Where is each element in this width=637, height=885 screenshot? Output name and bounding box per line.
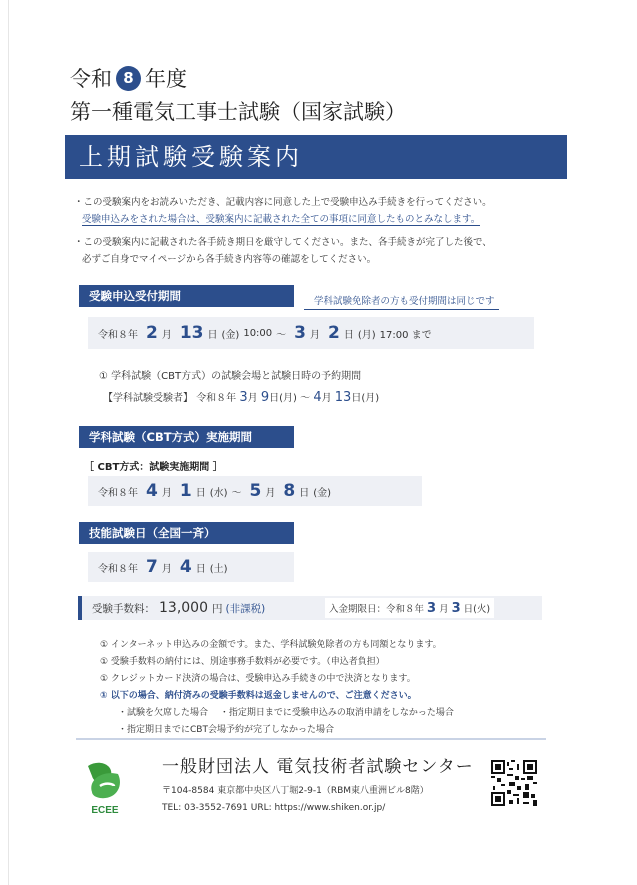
organization-address [162, 783, 429, 817]
reservation-dates: 【学科試験受験者】 令和８年 3月 9日(月) ～ 4月 13日(月) [103, 390, 380, 405]
intro-note-1b: 受験申込みをされた場合は、受験案内に記載された全ての事項に同意したものとみなします。 [82, 214, 481, 225]
ecee-logo [80, 756, 130, 816]
cbt-sublabel: ［ CBT方式：試験実施期間 ］ [84, 462, 223, 473]
era-prefix: 令和 [70, 67, 112, 91]
intro-note-2b: 必ずご自身でマイページから各手続き内容等の確認をしてください。 [82, 254, 377, 265]
intro-notes [74, 194, 492, 268]
fee-note-4a: ・試験を欠席した場合 ・指定期日までに受験申込みの取消申請をしなかった場合 [118, 708, 454, 718]
logo-text: ECEE [91, 805, 119, 816]
fee-bar [78, 596, 542, 620]
label-practical-exam: 技能試験日（全国一斉） [79, 522, 294, 544]
label-cbt-period: 学科試験（CBT方式）実施期間 [79, 426, 294, 448]
intro-note-1: ・この受験案内をお読みいただき、記載内容に同意した上で受験申込み手続きを行ってください。 [74, 197, 492, 208]
fee-note-4: ① 以下の場合、納付済みの受験手数料は返金しませんので、ご注意ください。 [100, 691, 417, 701]
title-banner: 上期試験受験案内 [65, 135, 567, 179]
qr-code[interactable] [491, 760, 537, 806]
page-edge [8, 0, 9, 885]
practical-date: 令和８年 7 月 4 日 (土) [88, 552, 294, 582]
era-line [70, 63, 187, 93]
application-dates: 令和８年 2 月 13 日 (金) 10:00 ～ 3 月 2 日 (月) 17:00 まで [88, 317, 534, 349]
fee-notes [100, 637, 454, 739]
fee-note-2: ① 受験手数料の納付には、別途事務手数料が必要です。（申込者負担） [100, 657, 385, 667]
fee-label: 受験手数料： [92, 602, 155, 615]
intro-note-2: ・この受験案内に記載された各手続き期日を厳守してください。また、各手続きが完了した後で、 [74, 237, 492, 248]
fee-tax: (非課税) [225, 602, 266, 615]
label-application-period: 受験申込受付期間 [79, 285, 294, 307]
reservation-heading: ① 学科試験（CBT方式）の試験会場と試験日時の予約期間 [99, 371, 362, 382]
payment-deadline: 入金期限日：令和８年 3 月 3 日 (火) [325, 598, 494, 618]
fee-note-1: ① インターネット申込みの金額です。また、学科試験免除者の方も同額となります。 [100, 640, 442, 650]
fee-amount: 13,000 [159, 600, 208, 616]
exam-name: 第一種電気工事士試験（国家試験） [70, 100, 406, 124]
era-year-badge: 8 [116, 66, 141, 91]
fee-note-4b: ・指定期日までにCBT会場予約が完了しなかった場合 [118, 725, 334, 735]
era-suffix: 年度 [145, 67, 187, 91]
website-link[interactable]: URL: https://www.shiken.or.jp/ [250, 803, 386, 813]
fee-note-3: ① クレジットカード決済の場合は、受験申込み手続きの中で決済となります。 [100, 674, 416, 684]
footer-divider [76, 738, 546, 740]
exemption-note: 学科試験免除者の方も受付期間は同じです [304, 293, 499, 310]
address-line: 〒104-8584 東京都中央区八丁堀2-9-1（RBM東八重洲ビル8階） [162, 786, 429, 796]
contact-line: TEL: 03-3552-7691 URL: https://www.shiken.or.jp/ [162, 803, 386, 813]
organization-name: 一般財団法人 電気技術者試験センター [162, 757, 474, 777]
cbt-dates: 令和８年 4 月 1 日 (水) ～ 5 月 8 日 (金) [88, 476, 422, 506]
fee-yen: 円 [212, 602, 223, 615]
